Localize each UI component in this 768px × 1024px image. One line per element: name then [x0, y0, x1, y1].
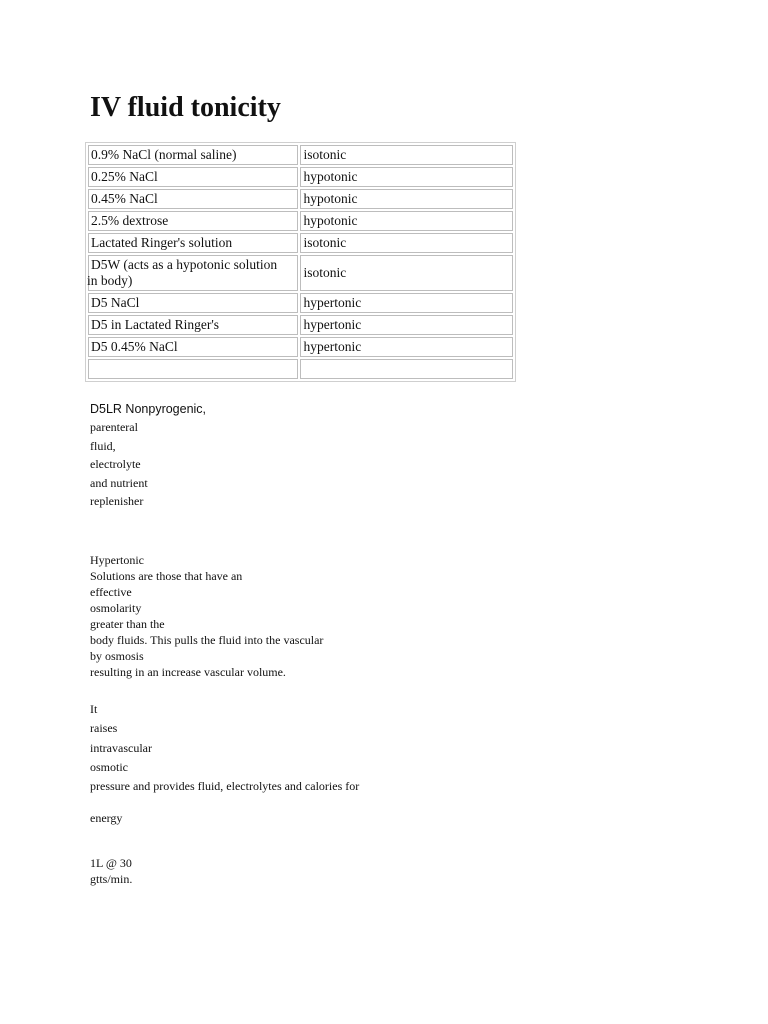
tonicity-cell: hypertonic — [300, 337, 513, 357]
table-row — [88, 293, 513, 313]
text-line: and nutrient — [90, 475, 148, 490]
page-title: IV fluid tonicity — [90, 92, 281, 123]
text-line: osmolarity — [90, 601, 142, 615]
table-row — [88, 233, 513, 253]
fluid-cell: 0.45% NaCl — [88, 189, 298, 209]
fluid-cell: 2.5% dextrose — [88, 211, 298, 231]
tonicity-cell: hypertonic — [300, 315, 513, 335]
text-line: raises — [90, 721, 118, 736]
fluid-cell: 0.9% NaCl (normal saline) — [88, 145, 298, 165]
fluid-cell: D5 0.45% NaCl — [88, 337, 298, 357]
text-line: effective — [90, 585, 132, 599]
table-row — [88, 189, 513, 209]
text-line: parenteral — [90, 420, 138, 434]
table-row-empty — [88, 359, 513, 379]
table-row — [88, 167, 513, 187]
text-line: electrolyte — [90, 457, 141, 471]
text-line: 1L @ 30 — [90, 856, 132, 870]
text-line: It — [90, 702, 98, 716]
energy-note — [90, 810, 122, 826]
tonicity-table — [85, 142, 516, 382]
table-row — [88, 211, 513, 231]
tonicity-cell: hypertonic — [300, 293, 513, 313]
table-row — [88, 315, 513, 335]
hypertonic-note — [90, 552, 323, 680]
text-line: Solutions are those that have an — [90, 569, 243, 583]
text-line: pressure and provides fluid, electrolytes and calories for — [90, 779, 360, 794]
fluid-cell: D5 NaCl — [88, 293, 298, 313]
d5lr-note — [90, 400, 206, 511]
table-row — [88, 337, 513, 357]
text-line: by osmosis — [90, 649, 144, 663]
text-line: replenisher — [90, 494, 144, 508]
text-line: energy — [90, 811, 123, 825]
raises-note — [90, 700, 359, 796]
tonicity-cell: hypotonic — [300, 167, 513, 187]
text-line: body fluids. This pulls the fluid into the vascular — [90, 633, 324, 647]
tonicity-cell: isotonic — [300, 145, 513, 165]
text-line: fluid, — [90, 438, 116, 453]
tonicity-cell: hypotonic — [300, 189, 513, 209]
table-row — [88, 145, 513, 165]
text-line: Hypertonic — [90, 553, 144, 567]
fluid-cell-line: D5W (acts as a hypotonic solution — [91, 257, 278, 272]
fluid-cell: 0.25% NaCl — [88, 167, 298, 187]
text-line: D5LR Nonpyrogenic, — [90, 402, 207, 416]
text-line: gtts/min. — [90, 872, 133, 886]
fluid-cell: D5 in Lactated Ringer's — [88, 315, 298, 335]
fluid-cell — [88, 359, 298, 379]
rate-note — [90, 855, 132, 887]
text-line: resulting in an increase vascular volume. — [90, 665, 286, 679]
text-line: greater than the — [90, 617, 165, 631]
table-row — [88, 255, 513, 291]
text-line: osmotic — [90, 759, 128, 774]
tonicity-cell: isotonic — [300, 255, 513, 291]
tonicity-cell: hypotonic — [300, 211, 513, 231]
tonicity-cell — [300, 359, 513, 379]
text-line: intravascular — [90, 740, 152, 755]
fluid-cell-line: in body) — [87, 273, 133, 288]
fluid-cell: Lactated Ringer's solution — [88, 233, 298, 253]
fluid-cell — [88, 255, 298, 291]
tonicity-cell: isotonic — [300, 233, 513, 253]
